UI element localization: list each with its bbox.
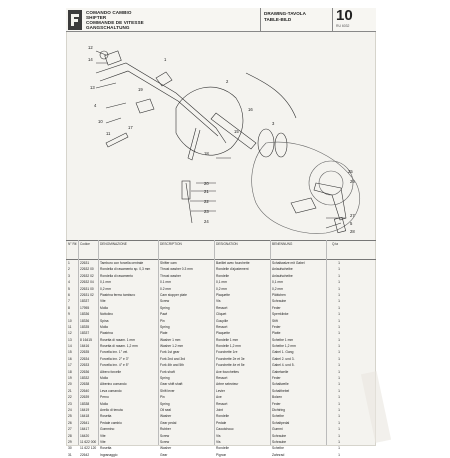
table-cell: Sperrklinke [272, 312, 289, 317]
column-rule [270, 240, 271, 445]
table-cell: 0,2 mm [216, 286, 227, 291]
table-cell: Axe fourchettes [216, 369, 239, 374]
table-cell: 29 [68, 439, 72, 444]
table-cell: Feder [272, 305, 281, 310]
table-cell: Vite [100, 299, 106, 304]
callout-label: 1 [164, 57, 167, 62]
table-cell: Anlaufscheibe [272, 273, 293, 278]
table-cell: 18338 [80, 401, 90, 406]
table-cell: Screw [160, 439, 170, 444]
table-cell: Rondelle [216, 273, 230, 278]
table-cell: Forcella inn. 2° e 3° [100, 356, 129, 361]
table-cell: Rubber [160, 427, 171, 432]
table-cell: 2 [68, 267, 70, 272]
table-cell: 22634 [80, 356, 90, 361]
header-divider [332, 8, 333, 32]
table-cell: 1 [338, 305, 340, 310]
table-cell: Washer [160, 414, 172, 419]
table-cell: 1 [338, 446, 340, 451]
table-cell: 1 [338, 382, 340, 387]
table-cell: 18 [68, 369, 72, 374]
table-cell: Schaltpedal [272, 420, 290, 425]
table-cell: 24 [68, 407, 72, 412]
header-pos: N° Rif. [68, 242, 78, 246]
table-cell: Rosetta [100, 414, 112, 419]
table-cell: 27 [68, 427, 72, 432]
callout-label: 27 [350, 213, 355, 218]
table-cell: 11 622 120 [80, 446, 97, 451]
callout-label: 22 [204, 199, 209, 204]
table-cell: 25 [68, 414, 72, 419]
callout-label: 23 [204, 209, 209, 214]
callout-label: 26 [350, 179, 355, 184]
table-cell: 1 [338, 261, 340, 265]
table-cell: 1 [68, 261, 70, 265]
table-cell: Schraube [272, 299, 287, 304]
table-cell: 1 [338, 280, 340, 285]
table-cell: Vis [216, 299, 221, 304]
table-cell: 1 [338, 344, 340, 349]
table-cell: Rosetta di rasam. 1 mm [100, 337, 135, 342]
table-cell: 21 [68, 388, 72, 393]
table-cell: 1 [338, 395, 340, 400]
table-cell: Pedale [216, 420, 227, 425]
table-cell: 22642 [80, 452, 90, 457]
sheet-header [66, 8, 376, 32]
header-qty: Q.ta [332, 242, 339, 246]
table-cell: 1 [338, 407, 340, 412]
table-cell: Spring [160, 376, 170, 381]
table-cell: Screw [160, 299, 170, 304]
table-cell: Spina [100, 318, 109, 323]
table-cell: Washer 1 mm [160, 337, 181, 342]
table-cell: 4 [68, 280, 70, 285]
callout-label: 25 [348, 169, 353, 174]
table-cell: Fourchette 1re [216, 350, 238, 355]
column-rule [158, 240, 159, 445]
table-row [66, 452, 376, 458]
column-rule [326, 240, 327, 445]
table-cell: Washer [160, 446, 172, 451]
title-it: COMANDO CAMBIO [86, 10, 132, 15]
table-cell: 22640 [80, 388, 90, 393]
table-cell: 6 [68, 292, 70, 297]
table-cell: Schaltwalze mit Gabel [272, 261, 305, 265]
table-cell: Anlaufscheibe [272, 267, 293, 272]
table-cell: 22631 02 [80, 292, 94, 297]
table-cell: Alberino comando [100, 382, 127, 387]
table-cell: Spring [160, 401, 170, 406]
table-cell: 16417 [80, 427, 90, 432]
callout-label: 20 [204, 181, 209, 186]
table-cell: 22632 00 [80, 267, 94, 272]
sheet-titles [86, 10, 144, 30]
table-cell: Spring [160, 324, 170, 329]
table-cell: 1 [338, 388, 340, 393]
table-cell: 22635 [80, 350, 90, 355]
table-cell: 16420 [80, 433, 90, 438]
table-body [66, 260, 376, 458]
table-cell: Ressort [216, 305, 228, 310]
table-cell: Ingranaggio [100, 452, 118, 457]
table-cell: Leva comando [100, 388, 122, 393]
table-cell: 18335 [80, 324, 90, 329]
table-cell: Joint [216, 407, 223, 412]
table-cell: Rondelle [216, 446, 230, 451]
table-cell: Scheibe [272, 446, 284, 451]
callout-label: 15 [234, 129, 239, 134]
table-cell: 7 [68, 299, 70, 304]
table-cell: Feder [272, 401, 281, 406]
table-cell: Fork 1st gear [160, 350, 180, 355]
table-cell: 1 [338, 350, 340, 355]
table-cell: 1 [338, 356, 340, 361]
table-cell: Molla [100, 305, 108, 310]
table-cell: 13 [68, 337, 72, 342]
callout-label: 18 [204, 151, 209, 156]
table-cell: Vite [100, 433, 106, 438]
table-cell: Schaltwelle [272, 382, 289, 387]
table-cell: Gear pedal [160, 420, 177, 425]
table-cell: 26 [68, 420, 72, 425]
callout-label: 19 [138, 87, 143, 92]
callout-label: 10 [98, 119, 103, 124]
table-cell: 1 [338, 452, 340, 457]
table-cell: 22632 02 [80, 273, 94, 278]
table-cell: Scheibe [272, 414, 284, 419]
table-cell: 1 [338, 312, 340, 317]
table-cell: Vis [216, 433, 221, 438]
table-cell: 1 [338, 318, 340, 323]
table-cell: Plaquette [216, 292, 230, 297]
table-cell: 28 [68, 433, 72, 438]
table-cell: Zahnrad [272, 452, 285, 457]
table-cell: 16418 [80, 414, 90, 419]
table-cell: Shift lever [160, 388, 175, 393]
table-cell: Rondelle d'ajustement [216, 267, 249, 272]
table-cell: Fork shaft [160, 369, 175, 374]
table-cell: 1 [338, 420, 340, 425]
table-cell: 8 [68, 305, 70, 310]
table-cell: Oil seal [160, 407, 171, 412]
table-cell: 11 [68, 324, 72, 329]
table-cell: Washer 1.2 mm [160, 344, 184, 349]
table-cell: 15 [68, 350, 72, 355]
table-cell: 23 [68, 401, 72, 406]
table-cell: Schraube [272, 439, 287, 444]
table-cell: Pignon [216, 452, 227, 457]
table-cell: Forcella inn. 4° e 5° [100, 363, 129, 368]
table-cell: Barillet avec fourchette [216, 261, 250, 265]
table-cell: 1 [338, 286, 340, 291]
drawing-title-1: DRAWING-TAVOLA [264, 11, 306, 16]
table-cell: 1 [338, 363, 340, 368]
table-cell: Gear [160, 452, 168, 457]
table-cell: Piastrina [100, 331, 113, 336]
table-cell: Screw [160, 433, 170, 438]
table-cell: 17 [68, 363, 72, 368]
table-cell: Pin [160, 318, 165, 323]
table-cell: Pin [160, 395, 165, 400]
table-cell: 18336 [80, 318, 90, 323]
table-cell: Fork 4th and 5th [160, 363, 185, 368]
table-cell: Fourchette 4e et 5e [216, 363, 245, 368]
table-cell: Vite [100, 439, 106, 444]
drawing-title [264, 11, 306, 23]
table-number: 10 [336, 7, 353, 24]
table-cell: Cam stopper plate [160, 292, 187, 297]
table-cell: Plättchen [272, 292, 286, 297]
table-cell: 0,1 mm [216, 280, 227, 285]
table-cell: 1 [338, 427, 340, 432]
table-cell: 1 [338, 292, 340, 297]
table-cell: Shifter cam [160, 261, 177, 265]
table-cell: Anello di tenuta [100, 407, 123, 412]
callout-label: 11 [106, 131, 111, 136]
table-cell: 18336 [80, 312, 90, 317]
table-cell: Gabel 1. Gang [272, 350, 294, 355]
table-cell: Rondelle 1 mm [216, 337, 239, 342]
header-en: DESCRIPTION [160, 242, 182, 246]
drawing-title-2: TABLE-BILD [264, 17, 292, 22]
table-cell: 0.1 mm [160, 280, 171, 285]
table-cell: Cliquet [216, 312, 227, 317]
table-cell: 22631 [80, 261, 90, 265]
callout-label: 17 [128, 125, 133, 130]
table-cell: 1 [338, 299, 340, 304]
table-cell: Gabelwelle [272, 369, 289, 374]
table-cell: Vis [216, 439, 221, 444]
header-de: BENENNUNG [272, 242, 293, 246]
table-cell: Feder [272, 376, 281, 381]
table-cell: Ressort [216, 376, 228, 381]
table-cell: Rosetta [100, 446, 112, 451]
table-cell: 0,1 mm [272, 280, 283, 285]
table-cell: Feder [272, 324, 281, 329]
table-cell: Tamburo con forcella centrale [100, 261, 144, 265]
table-cell: 0,2 mm [272, 286, 283, 291]
table-cell: Rondelle [216, 414, 230, 419]
callout-label: 24 [204, 219, 209, 224]
table-cell: 1 [338, 324, 340, 329]
table-cell: Nottolino [100, 312, 114, 317]
table-cell: Forcella inn. 1° vel. [100, 350, 129, 355]
table-cell: Bolzen [272, 395, 283, 400]
table-cell: Gear shift shaft [160, 382, 183, 387]
parts-table [66, 240, 376, 458]
table-cell: 22633 [80, 363, 90, 368]
table-cell: Fourchette 2e et 3e [216, 356, 245, 361]
header-part: Codice [80, 242, 90, 246]
callout-label: 5 [350, 221, 353, 226]
table-header [66, 240, 376, 260]
table-cell: 16 [68, 356, 72, 361]
table-cell: Rondelle 1,2 mm [216, 344, 241, 349]
table-cell: 1 [338, 273, 340, 278]
table-cell: 18337 [80, 331, 90, 336]
table-cell: 1 [338, 439, 340, 444]
table-cell: 0,2 mm [100, 286, 111, 291]
callout-label: 16 [248, 107, 253, 112]
column-rule [98, 240, 99, 445]
table-cell: Perno [100, 395, 109, 400]
table-cell: Gabel 2. und 3. [272, 356, 295, 361]
table-cell: Piastrina fermo tamburo [100, 292, 136, 297]
callout-label: 13 [90, 85, 95, 90]
table-cell: 20 [68, 382, 72, 387]
column-rule [214, 240, 215, 445]
table-cell: Gummi [272, 427, 283, 432]
table-cell: Ressort [216, 401, 228, 406]
table-cell: Schraube [272, 433, 287, 438]
table-cell: Pedale cambio [100, 420, 122, 425]
table-cell: Gabel 4. und 5. [272, 363, 295, 368]
callout-label: 4 [94, 103, 97, 108]
table-cell: Molla [100, 401, 108, 406]
table-cell: Albero forcelle [100, 369, 122, 374]
table-cell: 1 [338, 369, 340, 374]
table-cell: Molla [100, 376, 108, 381]
callout-label: 2 [226, 79, 229, 84]
table-cell: Molla [100, 324, 108, 329]
table-cell: Fork 2nd and 3rd [160, 356, 186, 361]
table-cell: 22632 04 [80, 280, 94, 285]
table-cell: 1 [338, 414, 340, 419]
table-cell: Arbre selecteur [216, 382, 239, 387]
table-cell: Ressort [216, 324, 228, 329]
header-fr: DESIGNATION [216, 242, 238, 246]
callout-label: 3 [272, 121, 275, 126]
table-cell: 31 [68, 452, 72, 457]
table-cell: Stift [272, 318, 278, 323]
table-cell: 22641 [80, 420, 90, 425]
table-cell: Thrust washer 0.3 mm [160, 267, 193, 272]
table-cell: Dichtring [272, 407, 286, 412]
table-cell: 10 [68, 318, 72, 323]
brand-logo-icon [68, 10, 82, 30]
table-cell: Levier [216, 388, 225, 393]
table-cell: 1 [338, 376, 340, 381]
table-cell: 22639 [80, 395, 90, 400]
column-rule [78, 240, 79, 445]
title-de: GANGSCHALTUNG [86, 25, 130, 30]
table-cell: 18332 [80, 376, 90, 381]
table-cell: Gommino [100, 427, 115, 432]
table-cell: 8 16415 [80, 337, 92, 342]
table-cell: Rondella di rasamento [100, 273, 133, 278]
table-cell: 1 [338, 337, 340, 342]
table-cell: Plate [160, 331, 168, 336]
table-cell: Pawl [160, 312, 168, 317]
table-cell: 17955 [80, 305, 90, 310]
table-cell: 19 [68, 376, 72, 381]
callout-label: 28 [350, 229, 355, 234]
callout-label: 14 [88, 57, 93, 62]
table-cell: 22631 00 [80, 286, 94, 291]
table-cell: 11 622 000 [80, 439, 97, 444]
table-cell: 1 [338, 401, 340, 406]
table-cell: 30 [68, 446, 72, 451]
table-cell: 1 [338, 267, 340, 272]
table-cell: 16419 [80, 407, 90, 412]
callout-label: 12 [88, 45, 93, 50]
table-cell: Axe [216, 395, 222, 400]
table-cell: Spring [160, 305, 170, 310]
table-cell: Platte [272, 331, 281, 336]
table-cell: Scheibe 1 mm [272, 337, 294, 342]
table-cell: 3 [68, 273, 70, 278]
table-cell: 0.2 mm [160, 286, 171, 291]
table-cell: Thrust washer [160, 273, 181, 278]
table-cell: Rosetta di rasam. 1,2 mm [100, 344, 138, 349]
table-cell: Schalthebel [272, 388, 290, 393]
table-cell: 22636 [80, 369, 90, 374]
exploded-drawing [66, 33, 376, 238]
callout-label: 21 [204, 189, 209, 194]
table-cell: 1 [338, 331, 340, 336]
table-cell: 22 [68, 395, 72, 400]
table-cell: Scheibe 1,2 mm [272, 344, 296, 349]
table-cell: Rondella di rasamento sp. 0,3 mm [100, 267, 151, 272]
header-divider [260, 8, 261, 32]
sheet-code: RU 6032 [336, 24, 350, 28]
table-cell: 5 [68, 286, 70, 291]
title-en: SHIFTER [86, 15, 107, 20]
table-cell: 22638 [80, 382, 90, 387]
table-cell: 9 [68, 312, 70, 317]
table-cell: 18337 [80, 299, 90, 304]
table-cell: 12 [68, 331, 72, 336]
table-cell: 0,1 mm [100, 280, 111, 285]
table-cell: Caoutchouc [216, 427, 234, 432]
table-cell: Goupille [216, 318, 229, 323]
title-fr: COMMANDE DE VITESSE [86, 20, 144, 25]
header-it: DENOMINAZIONE [100, 242, 127, 246]
table-cell: 14 [68, 344, 72, 349]
table-cell: 1 [338, 433, 340, 438]
table-cell: 16416 [80, 344, 90, 349]
table-cell: Plaquette [216, 331, 230, 336]
